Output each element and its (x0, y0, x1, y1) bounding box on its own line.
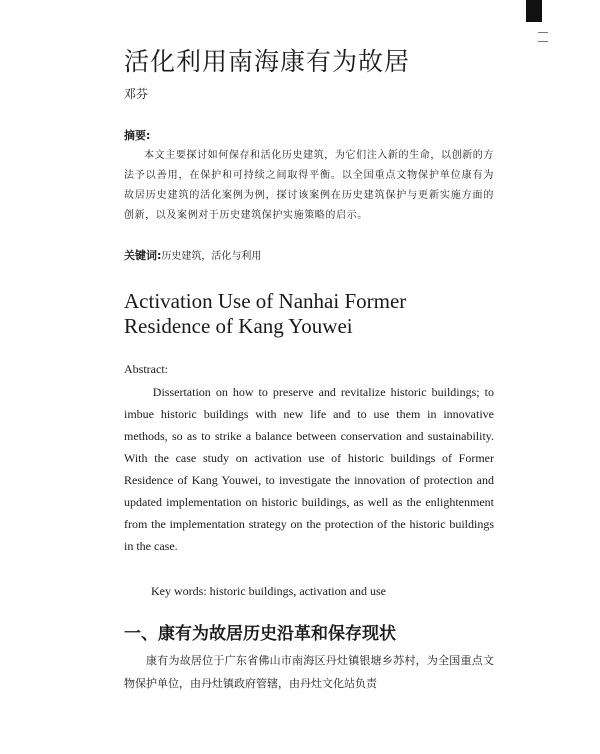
english-abstract-label: Abstract: (124, 362, 168, 376)
section-heading: 一、康有为故居历史沿革和保存现状 (124, 624, 396, 644)
chinese-abstract-text: 本文主要探讨如何保存和活化历史建筑，为它们注入新的生命，以创新的方法予以善用，在保护和可持续之间取得平衡。以全国重点文物保护单位康有为故居历史建筑的活化案例为例，探讨该案例在历史建筑保护与更新实施方面的创新，以及案例对于历史建筑保护实施策略的启示。 (124, 150, 494, 221)
chinese-keywords-label: 关键词: (124, 249, 162, 262)
english-title: Activation Use of Nanhai Former Residence of Kang Youwei (124, 289, 407, 338)
chinese-keywords (124, 248, 494, 265)
chinese-abstract-label: 摘要: (124, 129, 151, 142)
chinese-title: 活化利用南海康有为故居 (124, 47, 411, 76)
section-body-text: 康有为故居位于广东省佛山市南海区丹灶镇银塘乡苏村，为全国重点文物保护单位，由丹灶镇政府管辖，由丹灶文化站负责 (124, 654, 494, 690)
chinese-keywords-text: 历史建筑，活化与利用 (161, 251, 262, 262)
page-corner-tick (538, 32, 548, 42)
english-abstract-text: Dissertation on how to preserve and revitalize historic buildings; to imbue historic buildings with new life and to use them in innovative methods, so as to strike a balance between conservation and sustainability. With the case study on activation use of historic buildings of Former Residence of Kang Youwei, to investigate the innovation of protection and updated implementation on historic buildings, as well as the enlightenment from the implementation strategy on the protection of the historic buildings in the case. (124, 385, 494, 553)
page-corner-mark (526, 0, 542, 22)
english-keywords: Key words: historic buildings, activation and use (151, 584, 386, 598)
paper-page (124, 46, 494, 695)
author-name: 邓芬 (124, 87, 149, 101)
